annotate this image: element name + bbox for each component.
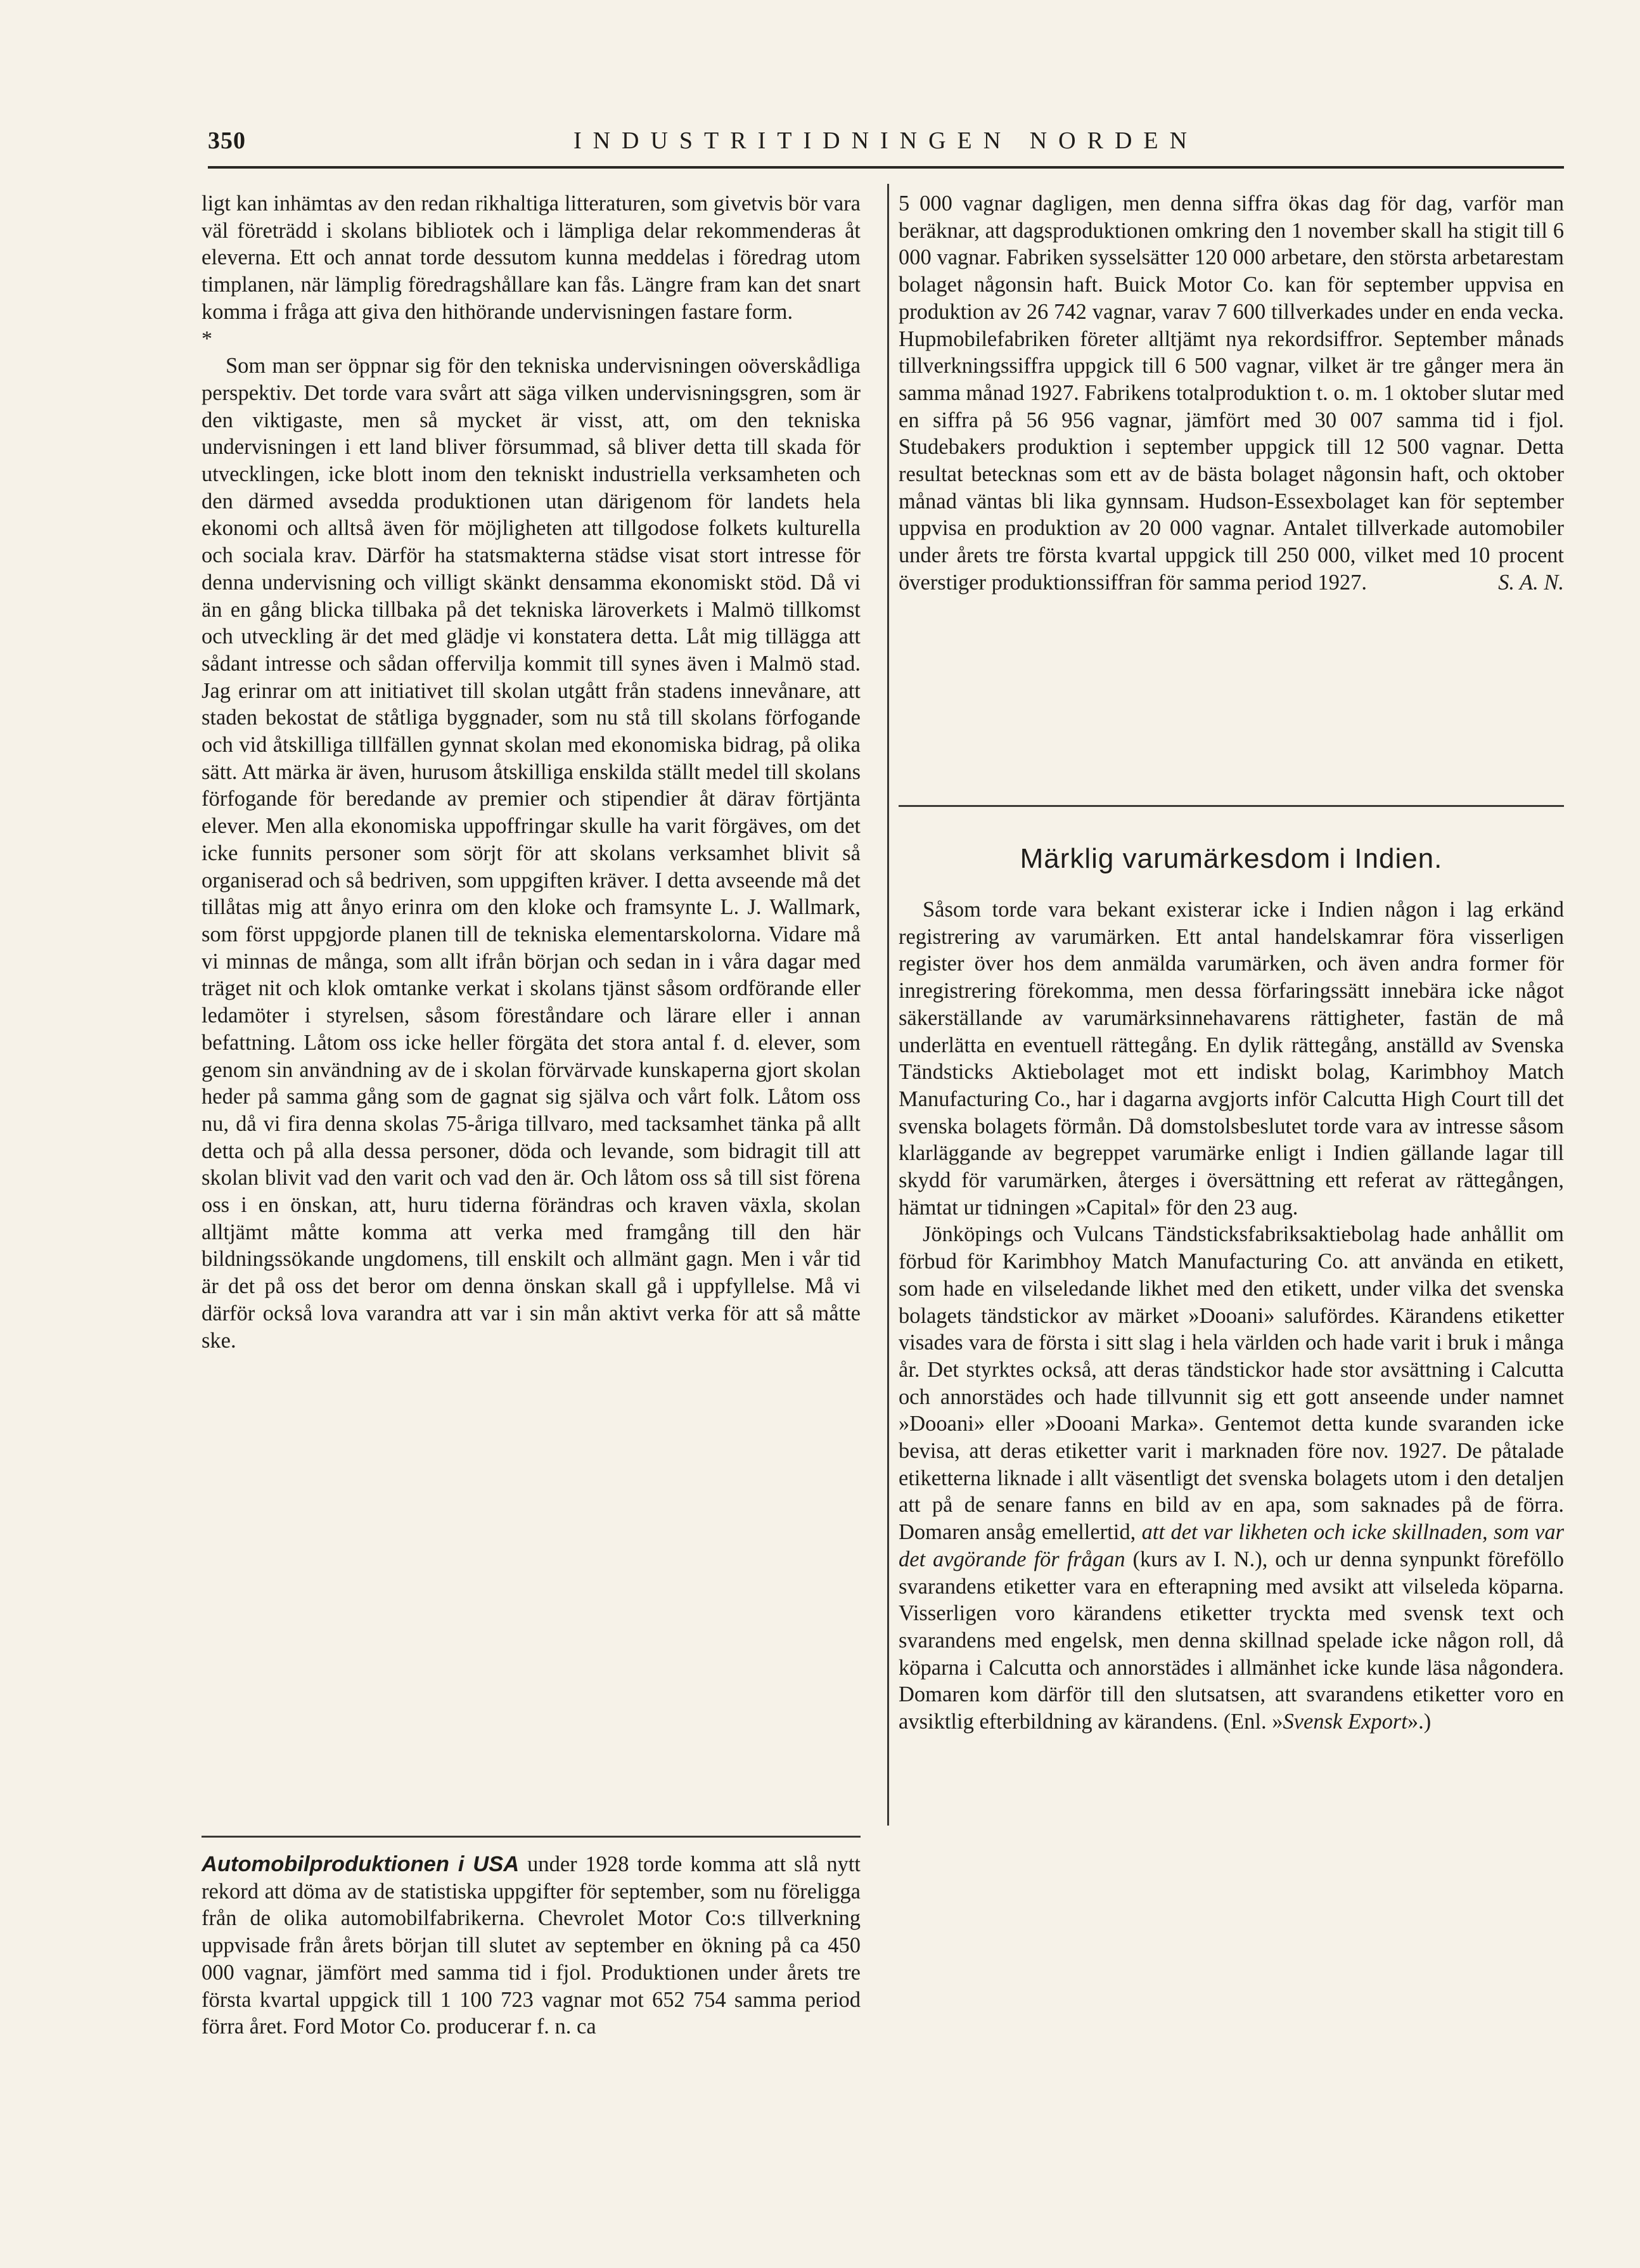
- trademark-paragraph-2-italic: att det var likheten och icke skillnaden, som var det avgörande för frågan: [899, 1520, 1565, 1571]
- right-column-top: [899, 190, 1564, 596]
- page-number: 350: [208, 127, 246, 154]
- automobile-article-text-part-2: [899, 190, 1564, 596]
- right-column-separator: [899, 805, 1564, 807]
- trademark-source-suffix: ».): [1407, 1710, 1432, 1734]
- trademark-source-name: Svensk Export: [1283, 1710, 1407, 1734]
- automobile-article: [202, 1851, 861, 2040]
- left-column-separator: [202, 1836, 861, 1838]
- column-rule: [887, 184, 889, 1826]
- trademark-article-paragraph-2: [899, 1221, 1564, 1735]
- trademark-source-prefix: (Enl. »: [1223, 1710, 1283, 1734]
- trademark-paragraph-2-text-b: (kurs av I. N.), och ur denna synpunkt föreföllo svarandens etiketter vara en efterapning med avsikt att vilseleda köparna. Visserligen voro kärandens etiketter tryckta med svensk text och svarandens med engelsk, men denna skillnad spelade icke någon roll, då köparna i Calcutta och annorstädes i allmänhet icke kunde läsa någondera. Domaren kom därför till den slutsatsen, att svarandens etiketter voro en avsiktlig efterbildning av kärandens.: [899, 1547, 1564, 1734]
- trademark-article-paragraph-1: Såsom torde vara bekant existerar icke i Indien någon i lag erkänd registrering av varumärken. Ett antal handelskamrar föra visserligen register över hos dem anmälda varumärken, och även andra former för inregistrering förekomma, men dessa förfaringssätt innebära icke något säkerställande av varumärksinnehavarens rättigheter, fastän de må underlätta en eventuell rättegång. En dylik rättegång, anställd av Svenska Tändsticks Aktiebolaget mot ett indiskt bolag, Karimbhoy Match Manufacturing Co., har i dagarna avgjorts inför Calcutta High Court till det svenska bolagets förmån. Då domstolsbeslutet torde vara av intresse såsom klarläggande av begreppet varumärke enligt i Indien gällande lagar till skydd för varumärken, återges i översättning ett referat av rättegången, hämtat ur tidningen »Capital» för den 23 aug.: [899, 898, 1564, 1220]
- automobile-article-lead-in: Automobilproduktionen i USA: [202, 1852, 520, 1876]
- left-column: [202, 190, 861, 1354]
- automobile-article-text-left: under 1928 torde komma att slå nytt rekord att döma av de statistiska uppgifter för september, som nu föreligga från de olika automobilfabrikerna. Chevrolet Motor Co:s tillverkning uppvisade från årets början till slutet av september en ökning på ca 450 000 vagnar, jämfört med samma tid i fjol. Produktionen under årets tre första kvartal uppgick till 1 100 723 vagnar mot 652 754 samma period förra året. Ford Motor Co. producerar f. n. ca: [202, 1852, 861, 2039]
- trademark-article-title: Märklig varumärkesdom i Indien.: [1020, 843, 1443, 874]
- school-article-paragraph-1: ligt kan inhämtas av den redan rikhaltiga litteraturen, som givetvis bör vara väl företrädd i skolans bibliotek och i lämpliga delar rekommenderas åt eleverna. Ett och annat torde dessutom kunna meddelas i föredrag utom timplanen, när lämplig föredragshållare kan fås. Längre fram kan det snart komma i fråga att giva den hithörande undervisningen fastare form.: [202, 191, 861, 324]
- trademark-article: [899, 843, 1564, 1736]
- section-asterisk: *: [202, 326, 212, 351]
- automobile-article-text-part-1: [202, 1851, 861, 2040]
- header-rule: [208, 166, 1564, 169]
- running-title: INDUSTRITIDNINGEN NORDEN: [573, 127, 1199, 154]
- school-article-paragraph-2: Som man ser öppnar sig för den tekniska undervisningen oöverskådliga perspektiv. Det torde vara svårt att säga vilken undervisningsgren, som är den viktigaste, men så mycket är visst, att, om den tekniska undervisningen i ett land bliver försummad, så bliver detta till skada för utvecklingen, icke blott inom den tekniskt industriella verksamheten och den därmed avsedda produktionen utan därigenom för landets hela ekonomi och alltså även för möjligheten att tillgodose folkets kulturella och sociala krav. Därför ha statsmakterna städse visat stort intresse för denna undervisning och villigt skänkt densamma ekonomiskt stöd. Då vi än en gång blicka tillbaka på det tekniska läroverkets i Malmö tillkomst och utveckling är det med glädje vi konstatera detta. Låt mig tillägga att sådant intresse och sådan offervilja kommit till synes även i Malmö stad. Jag erinrar om att initiativet till skolan utgått från stadens innevånare, att staden bekostat de ståtliga byggnader, som nu stå till skolans förfogande och vid åtskilliga tillfällen gynnat skolan med ekonomiska bidrag, på olika sätt. Att märka är även, hurusom åtskilliga enskilda ställt medel till skolans förfogande för beredande av premier och stipendier åt därav förtjänta elever. Men alla ekonomiska uppoffringar skulle ha varit förgäves, om det icke funnits personer som sörjt för att skolans verksamhet blivit så organiserad och så bedriven, som uppgiften kräver. I detta avseende må det tillåtas mig att ånyo erinra om den kloke och framsynte L. J. Wallmark, som först uppgjorde planen till de tekniska elementarskolorna. Vidare må vi minnas de många, som allt ifrån början och sedan in i våra dagar med träget nit och klok omtanke verkat i skolans tjänst såsom ordförande eller ledamöter i styrelsen, såsom föreståndare och lärare eller i annan befattning. Låtom oss icke heller förgäta det stora antal f. d. elever, som genom sin användning av de i skolan förvärvade kunskaperna gjort skolan heder på samma gång som de gagnat sig själva och vårt folk. Låtom oss nu, då vi fira denna skolas 75-åriga tillvaro, med tacksamhet tänka på allt detta och på alla dessa personer, döda och levande, som bidragit till att skolan blivit vad den varit och vad den är. Och låtom oss så till sist förena oss i en önskan, att, huru tiderna förändras och kraven växla, skolan alltjämt måtte komma att verka med framgång till den här bildningssökande ungdomens, till enskilt och allmänt gagn. Men i vår tid är det på oss det beror om denna önskan skall gå i uppfyllelse. Må vi därför också lova varandra att var i sin mån aktivt verka för att så måtte ske.: [202, 354, 861, 1353]
- automobile-article-text-right: 5 000 vagnar dagligen, men denna siffra ökas dag för dag, varför man beräknar, att dagsproduktionen omkring den 1 november skall ha stigit till 6 000 vagnar. Fabriken sysselsätter 120 000 arbetare, den största arbetarestam bolaget någonsin haft. Buick Motor Co. kan för september uppvisa en produktion av 26 742 vagnar, varav 7 600 tillverkades under en enda vecka. Hupmobilefabriken företer alltjämt nya rekordsiffror. September månads tillverkningssiffra uppgick till 6 500 vagnar, vilket är tre gånger mera än samma månad 1927. Fabrikens totalproduktion t. o. m. 1 oktober slutar med en siffra på 56 956 vagnar, jämfört med 30 007 samma tid i fjol. Studebakers produktion i september uppgick till 12 500 vagnar. Detta resultat betecknas som ett av de bästa bolaget någonsin haft, och oktober månad väntas bli lika gynnsam. Hudson-Essexbolaget kan för september uppvisa en produktion av 20 000 vagnar. Antalet tillverkade automobiler under årets tre första kvartal uppgick till 250 000, vilket med 10 procent överstiger produktionssiffran för samma period 1927.: [899, 191, 1564, 595]
- trademark-paragraph-2-text-a: Jönköpings och Vulcans Tändsticksfabriksaktiebolag hade anhållit om förbud för Karimbhoy Match Manufacturing Co. att använda en etikett, som hade en vilseledande likhet med den etikett, under vilka det svenska bolagets tändstickor av märket »Dooani» salufördes. Kärandens etiketter visades vara de första i sitt slag i hela världen och hade varit i bruk i många år. Det styrktes också, att deras tändstickor hade stor avsättning i Calcutta och annorstädes och hade tillvunnit sig ett gott anseende under namnet »Dooani» eller »Dooani Marka». Gentemot detta kunde svaranden icke bevisa, att deras etiketter varit i marknaden före nov. 1927. De påtalade etiketterna liknade i allt väsentligt det svenska bolagets utom i den detaljen att på de senare fanns en bild av en apa, som saknades på de förra. Domaren ansåg emellertid,: [899, 1222, 1564, 1545]
- page-header: [208, 127, 1564, 165]
- automobile-article-signature: S. A. N.: [1498, 570, 1564, 595]
